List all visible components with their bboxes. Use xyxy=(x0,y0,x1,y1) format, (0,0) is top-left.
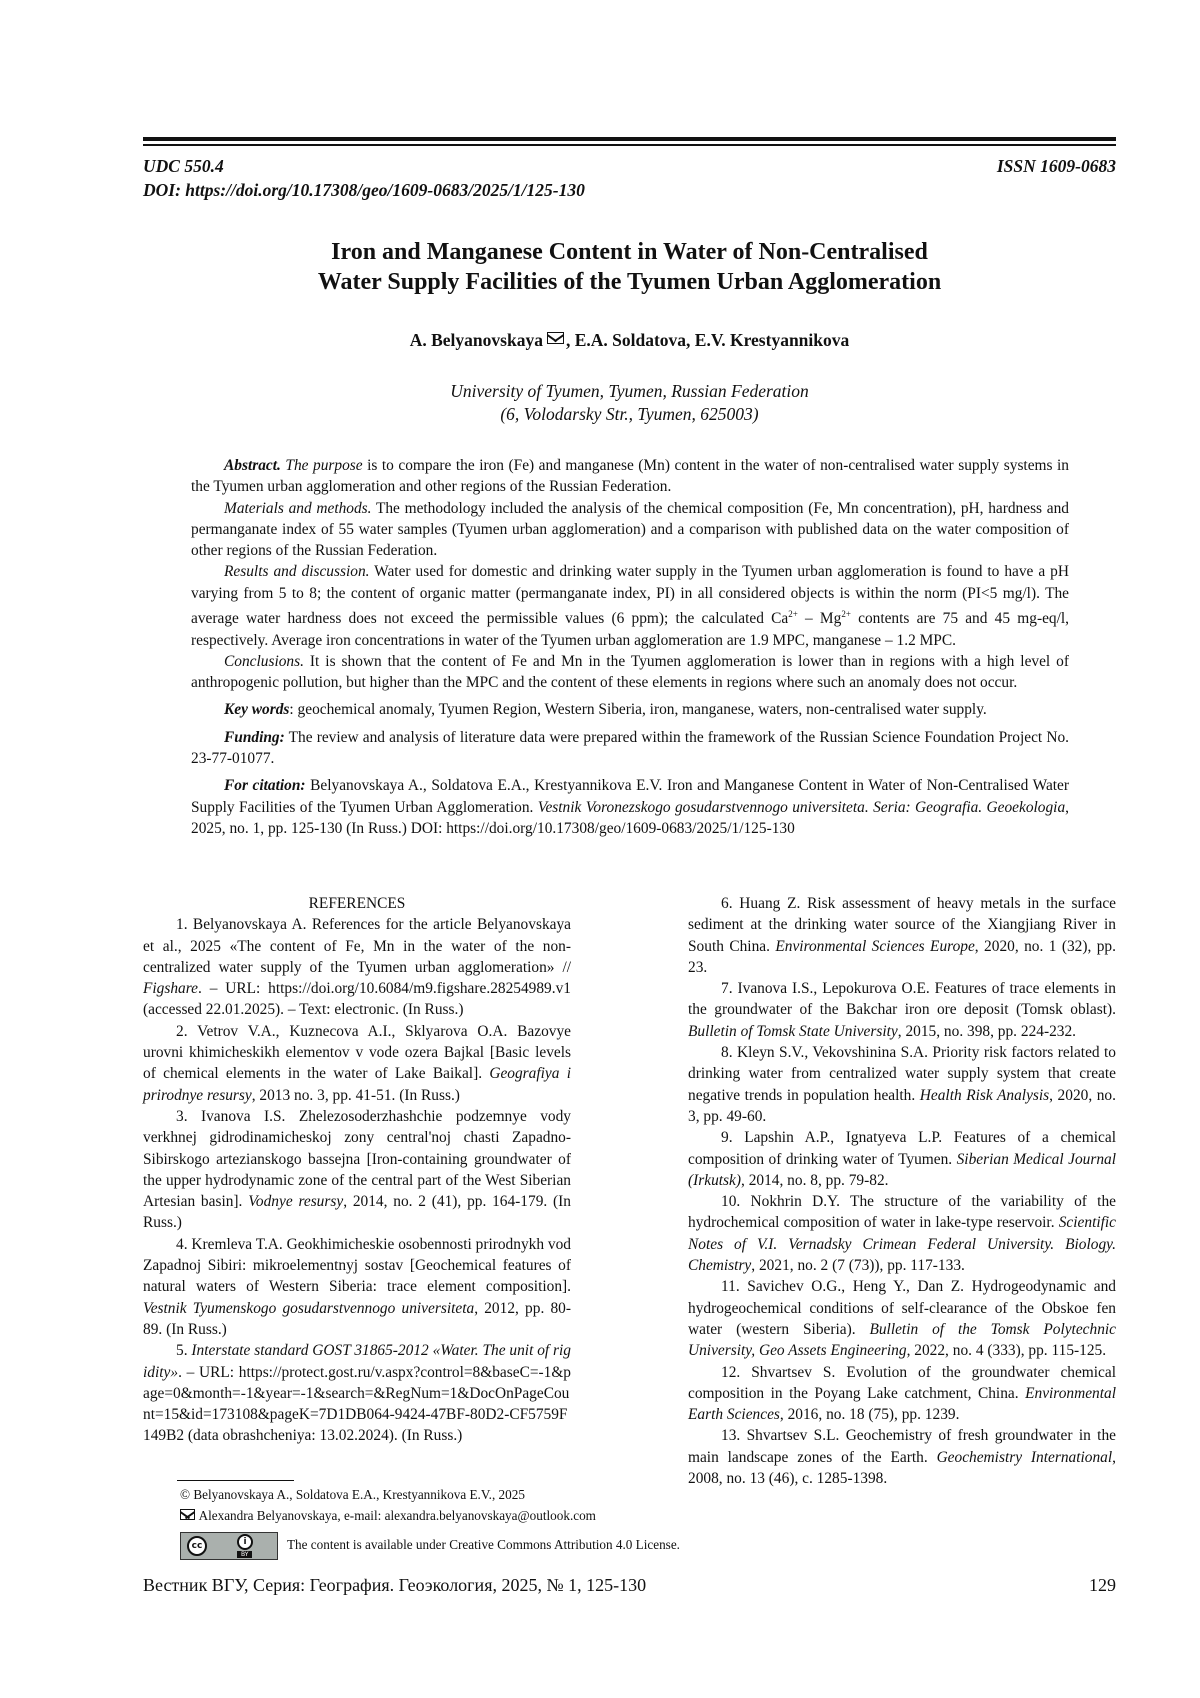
affiliation xyxy=(143,380,1116,426)
authors-rest: , E.A. Soldatova, E.V. Krestyannikova xyxy=(566,330,849,350)
footnote-rule xyxy=(177,1480,294,1481)
reference-item: 4. Kremleva T.A. Geokhimicheskie osobennosti prirodnykh vod Zapadnoj Sibiri: mikroelementnyj sostav [Geochemical features of natural waters of Western Siberia: trace element composition]. Vestnik Tyumenskogo gosudarstvennogo universiteta, 2012, pp. 80-89. (In Russ.) xyxy=(143,1234,571,1340)
title-line: Iron and Manganese Content in Water of Non-Centralised xyxy=(143,237,1116,267)
references-heading: REFERENCES xyxy=(143,893,571,914)
top-rule-thin xyxy=(143,144,1116,146)
top-rule-thick xyxy=(143,137,1116,141)
citation: For citation: Belyanovskaya A., Soldatova E.A., Krestyannikova E.V. Iron and Manganese Content in Water of Non-Centralised Water Supply Facilities of the Tyumen Urban Agglomeration. Vestnik Voronezskogo gosudarstvennogo universiteta. Seria: Geografia. Geoekologia, 2025, no. 1, pp. 125-130 (In Russ.) DOI: https://doi.org/10.17308/geo/1609-0683/2025/1/125-130 xyxy=(191,775,1069,839)
udc: UDC 550.4 xyxy=(143,156,224,177)
journal-footer: Вестник ВГУ, Серия: География. Геоэкология, 2025, № 1, 125-130 xyxy=(143,1575,646,1596)
reference-item: 7. Ivanova I.S., Lepokurova O.E. Features of trace elements in the groundwater of the Bakchar iron ore deposit (Tomsk oblast). Bulletin of Tomsk State University, 2015, no. 398, pp. 224-232. xyxy=(688,978,1116,1042)
author-first: A. Belyanovskaya xyxy=(410,330,543,350)
affiliation-line: University of Tyumen, Tyumen, Russian Federation xyxy=(143,380,1116,403)
abstract xyxy=(191,455,1069,839)
envelope-icon xyxy=(180,1509,195,1520)
reference-item: 6. Huang Z. Risk assessment of heavy metals in the surface sediment at the drinking water source of the Xiangjiang River in South China. Environmental Sciences Europe, 2020, no. 1 (32), pp. 23. xyxy=(688,893,1116,978)
copyright-note: © Belyanovskaya A., Soldatova E.A., Krestyannikova E.V., 2025 xyxy=(180,1486,525,1504)
abstract-results: Results and discussion. Water used for domestic and drinking water supply in the Tyumen urban agglomeration is found to have a pH varying from 5 to 8; the content of organic matter (permanganate index, PI) in all considered objects is within the norm (PI<5 mg/l). The average water hardness does not exceed the permissible values (6 ppm); the calculated Ca2+ – Mg2+ contents are 75 and 45 mg-eq/l, respectively. Average iron concentrations in water of the Tyumen urban agglomeration are 1.9 MPC, manganese – 1.2 MPC. xyxy=(191,561,1069,650)
keywords: Key words: geochemical anomaly, Tyumen Region, Western Siberia, iron, manganese, waters, non-centralised water supply. xyxy=(191,699,1069,720)
cc-icon: cc xyxy=(187,1536,207,1556)
cc-license-badge[interactable] xyxy=(180,1532,278,1560)
affiliation-address: (6, Volodarsky Str., Tyumen, 625003) xyxy=(143,403,1116,426)
funding: Funding: The review and analysis of literature data were prepared within the framework of the Russian Science Foundation Project No. 23-77-01077. xyxy=(191,727,1069,770)
reference-item: 13. Shvartsev S.L. Geochemistry of fresh groundwater in the main landscape zones of the Earth. Geochemistry International, 2008, no. 13 (46), c. 1285-1398. xyxy=(688,1425,1116,1489)
references-left-column xyxy=(143,893,571,1447)
abstract-methods: Materials and methods. The methodology included the analysis of the chemical composition (Fe, Mn concentration), pH, hardness and permanganate index of 55 water samples (Tyumen urban agglomeration) and a comparison with published data on the water composition of other regions of the Russian Federation. xyxy=(191,498,1069,562)
issn: ISSN 1609-0683 xyxy=(997,156,1116,177)
reference-item: 12. Shvartsev S. Evolution of the groundwater chemical composition in the Poyang Lake catchment, China. Environmental Earth Sciences, 2016, no. 18 (75), pp. 1239. xyxy=(688,1362,1116,1426)
doi: DOI: https://doi.org/10.17308/geo/1609-0683/2025/1/125-130 xyxy=(143,180,585,201)
abstract-conclusions: Conclusions. It is shown that the content of Fe and Mn in the Tyumen agglomeration is lower than in regions with a high level of anthropogenic pollution, but higher than the MPC and the content of these elements in regions where such an anomaly does not occur. xyxy=(191,651,1069,694)
attribution-icon: i xyxy=(237,1534,253,1550)
reference-item: 1. Belyanovskaya A. References for the article Belyanovskaya et al., 2025 «The content of Fe, Mn in the water of the non-centralized water supply of the Tyumen urban agglomeration» // Figshare. – URL: https://doi.org/10.6084/m9.figshare.28254989.v1 (accessed 22.01.2025). – Text: electronic. (In Russ.) xyxy=(143,914,571,1020)
authors xyxy=(143,330,1116,351)
abstract-purpose: Abstract. The purpose is to compare the iron (Fe) and manganese (Mn) content in the water of non-centralised water supply systems in the Tyumen urban agglomeration and other regions of the Russian Federation. xyxy=(191,455,1069,498)
reference-item: 9. Lapshin A.P., Ignatyeva L.P. Features of a chemical composition of drinking water of Tyumen. Siberian Medical Journal (Irkutsk), 2014, no. 8, pp. 79-82. xyxy=(688,1127,1116,1191)
email-note: Alexandra Belyanovskaya, e-mail: alexandra.belyanovskaya@outlook.com xyxy=(180,1507,596,1525)
references-right-column xyxy=(688,893,1116,1489)
license-text: The content is available under Creative Commons Attribution 4.0 License. xyxy=(287,1537,680,1553)
title-line: Water Supply Facilities of the Tyumen Urban Agglomeration xyxy=(143,267,1116,297)
page-number: 129 xyxy=(1089,1575,1116,1596)
envelope-icon xyxy=(547,332,564,344)
article-title xyxy=(143,237,1116,297)
reference-item: 11. Savichev O.G., Heng Y., Dan Z. Hydrogeodynamic and hydrogeochemical conditions of self-clearance of the Obskoe fen water (western Siberia). Bulletin of the Tomsk Polytechnic University, Geo Assets Engineering, 2022, no. 4 (333), pp. 115-125. xyxy=(688,1276,1116,1361)
reference-item: 5. Interstate standard GOST 31865-2012 «Water. The unit of rigidity». – URL: https://protect.gost.ru/v.aspx?control=8&baseC=-1&page=0&month=-1&year=-1&search=&RegNum=1&DocOnPageCount=15&id=173108&pageK=7D1DB064-9424-47BF-80D2-CF5759F149B2 (data obrashcheniya: 13.02.2024). (In Russ.) xyxy=(143,1340,571,1446)
reference-item: 3. Ivanova I.S. Zhelezosoderzhashchie podzemnye vody verkhnej gidrodinamicheskoj zony central'noj chasti Zapadno-Sibirskogo artezianskogo bassejna [Iron-containing groundwater of the upper hydrodynamic zone of the central part of the West Siberian Artesian basin]. Vodnye resursy, 2014, no. 2 (41), pp. 164-179. (In Russ.) xyxy=(143,1106,571,1234)
reference-item: 10. Nokhrin D.Y. The structure of the variability of the hydrochemical composition of water in lake-type reservoir. Scientific Notes of V.I. Vernadsky Crimean Federal University. Biology. Chemistry, 2021, no. 2 (7 (73)), pp. 117-133. xyxy=(688,1191,1116,1276)
reference-item: 8. Kleyn S.V., Vekovshinina S.A. Priority risk factors related to drinking water from centralized water supply system that create negative trends in population health. Health Risk Analysis, 2020, no. 3, pp. 49-60. xyxy=(688,1042,1116,1127)
reference-item: 2. Vetrov V.A., Kuznecova A.I., Sklyarova O.A. Bazovye urovni khimicheskikh elementov v vode ozera Bajkal [Basic levels of chemical elements in the water of Lake Baikal]. Geografiya i prirodnye resursy, 2013 no. 3, pp. 41-51. (In Russ.) xyxy=(143,1021,571,1106)
cc-by-label: BY xyxy=(237,1551,252,1558)
